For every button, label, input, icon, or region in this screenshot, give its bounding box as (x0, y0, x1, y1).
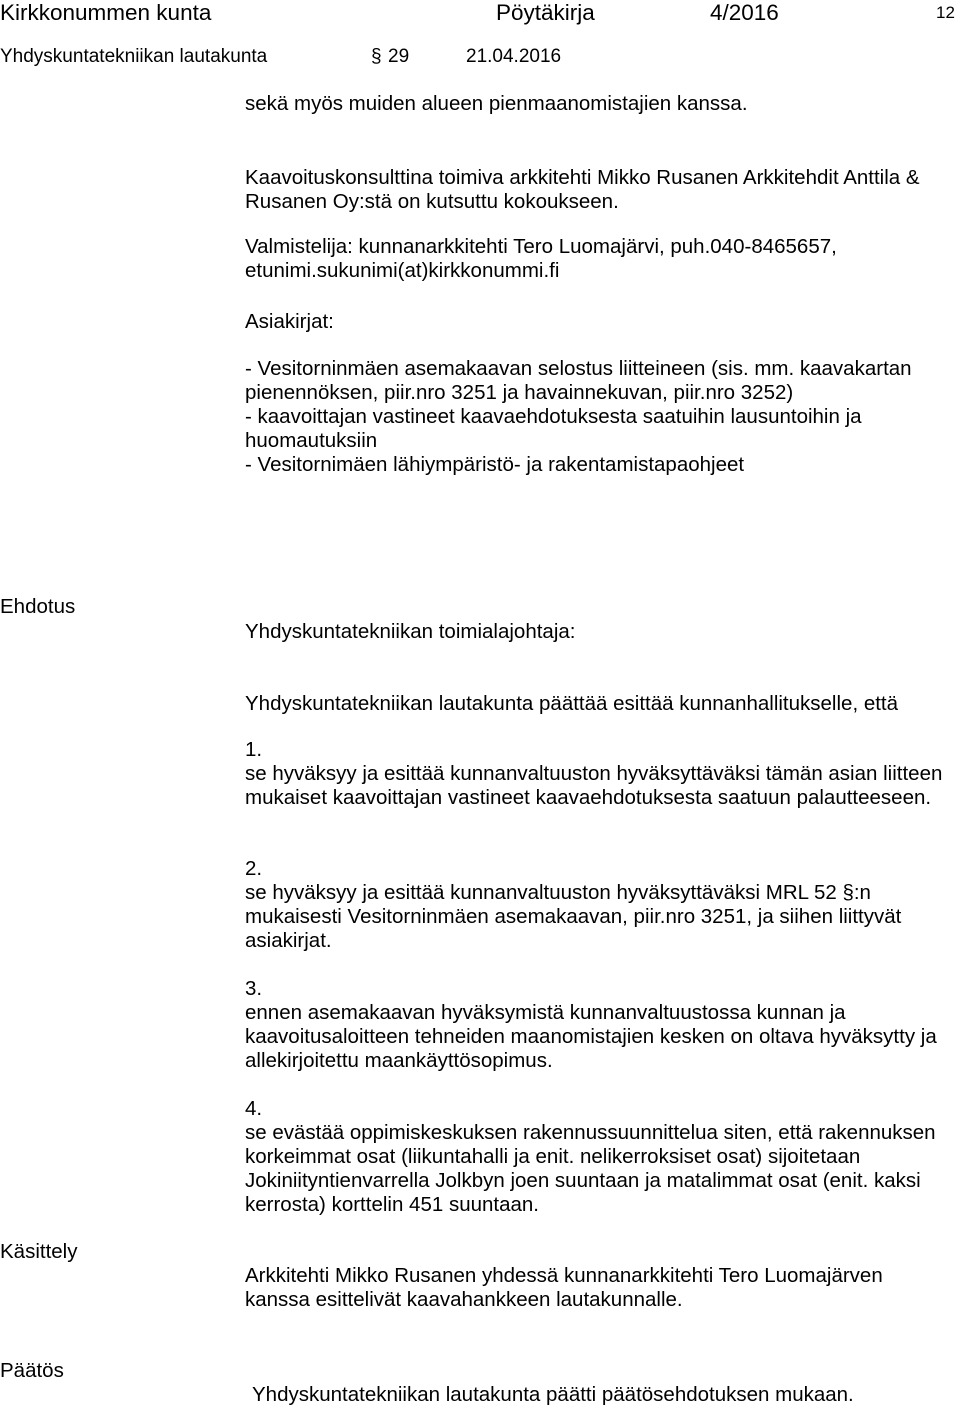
preparer-paragraph (245, 235, 837, 283)
consultant-paragraph (245, 166, 920, 214)
proposal-intro (245, 692, 898, 716)
handling-label: Käsittely (0, 1240, 78, 1263)
list-line: - Vesitornimäen lähiympäristö- ja rakentamistapaohjeet (245, 453, 745, 476)
documents-heading (245, 310, 334, 334)
proposal-item-3 (245, 977, 937, 1073)
text-line: ennen asemakaavan hyväksymistä kunnanvaltuustossa kunnan ja (245, 1001, 846, 1024)
page-number: 12 (936, 3, 955, 22)
text-line: Jokiniityntienvarrella Jolkbyn joen suuntaan ja matalimmat osat (enit. kaksi (245, 1169, 921, 1192)
document-type: Pöytäkirja (496, 0, 595, 25)
item-number: 1. (245, 738, 263, 761)
text-line: Yhdyskuntatekniikan lautakunta päättää esittää kunnanhallitukselle, että (245, 692, 899, 715)
text-line: kanssa esittelivät kaavahankkeen lautakunnalle. (245, 1288, 683, 1311)
text-line: se hyväksyy ja esittää kunnanvaltuuston hyväksyttäväksi tämän asian liitteen (245, 762, 943, 785)
text-line: Rusanen Oy:stä on kutsuttu kokoukseen. (245, 190, 619, 213)
proposal-item-1 (245, 738, 942, 810)
decision-label: Päätös (0, 1359, 64, 1382)
text-line: se hyväksyy ja esittää kunnanvaltuuston hyväksyttäväksi MRL 52 §:n (245, 881, 871, 904)
text-line: asiakirjat. (245, 929, 332, 952)
proposal-item-4 (245, 1097, 936, 1217)
proposal-item-2 (245, 857, 901, 953)
section-sign: § (371, 46, 382, 67)
text-line: kaavoitusaloitteen tehneiden maanomistajien kesken on oltava hyväksytty ja (245, 1025, 937, 1048)
text-line: Arkkitehti Mikko Rusanen yhdessä kunnanarkkitehti Tero Luomajärven (245, 1264, 883, 1287)
list-line: pienennöksen, piir.nro 3251 ja havainnekuvan, piir.nro 3252) (245, 381, 794, 404)
list-line: - kaavoittajan vastineet kaavaehdotuksesta saatuihin lausuntoihin ja (245, 405, 862, 428)
text-line: korkeimmat osat (liikuntahalli ja enit. nelikerroksiset osat) sijoitetaan (245, 1145, 861, 1168)
text-line: se evästää oppimiskeskuksen rakennussuunnittelua siten, että rakennuksen (245, 1121, 936, 1144)
meeting-date: 21.04.2016 (466, 46, 562, 67)
text-line: Valmistelija: kunnanarkkitehti Tero Luomajärvi, puh.040-8465657, (245, 235, 837, 258)
committee-name: Yhdyskuntatekniikan lautakunta (0, 46, 268, 67)
decision-paragraph (252, 1383, 854, 1407)
text-line: allekirjoitettu maankäyttösopimus. (245, 1049, 553, 1072)
text-line: Yhdyskuntatekniikan lautakunta päätti päätösehdotuksen mukaan. (252, 1383, 854, 1406)
proposal-label: Ehdotus (0, 595, 76, 618)
text-line: Yhdyskuntatekniikan toimialajohtaja: (245, 620, 576, 643)
item-number: 4. (245, 1097, 263, 1120)
continuation-paragraph (245, 92, 748, 116)
item-number: 3. (245, 977, 263, 1000)
text-line: sekä myös muiden alueen pienmaanomistajien kanssa. (245, 92, 748, 115)
section-number: 29 (388, 46, 410, 67)
text-line: mukaisesti Vesitorninmäen asemakaavan, piir.nro 3251, ja siihen liittyvät (245, 905, 902, 928)
item-number: 2. (245, 857, 263, 880)
heading-text: Asiakirjat: (245, 310, 334, 333)
text-line: kerrosta) korttelin 451 suuntaan. (245, 1193, 539, 1216)
municipality-name: Kirkkonummen kunta (0, 0, 212, 25)
text-line: mukaiset kaavoittajan vastineet kaavaehdotuksesta saatuun palautteeseen. (245, 786, 932, 809)
proposer-line (245, 620, 575, 644)
text-line: Kaavoituskonsulttina toimiva arkkitehti Mikko Rusanen Arkkitehdit Anttila & (245, 166, 920, 189)
list-line: - Vesitorninmäen asemakaavan selostus liitteineen (sis. mm. kaavakartan (245, 357, 912, 380)
text-line: etunimi.sukunimi(at)kirkkonummi.fi (245, 259, 560, 282)
list-line: huomautuksiin (245, 429, 378, 452)
handling-paragraph (245, 1264, 883, 1312)
documents-list (245, 357, 912, 477)
document-number: 4/2016 (710, 0, 779, 25)
